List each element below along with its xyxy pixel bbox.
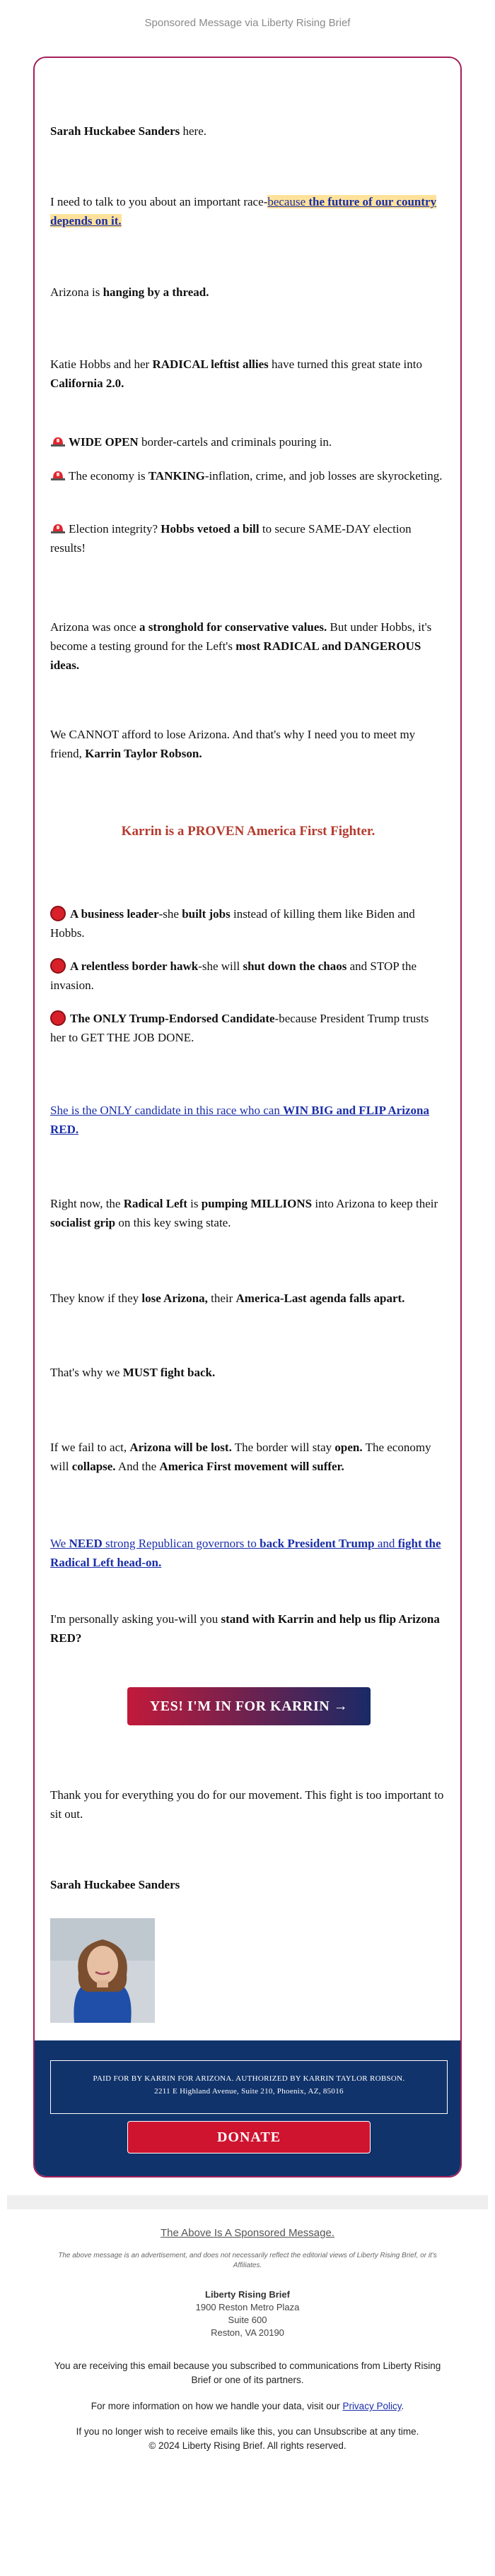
sponsored-header: Sponsored Message via Liberty Rising Brief [144, 17, 351, 29]
paragraph-hobbs: Katie Hobbs and her RADICAL leftist allies have turned this great state into California 2.0. [50, 358, 422, 390]
bullet-trump-endorsed: The ONLY Trump-Endorsed Candidate-because President Trump trusts her to GET THE JOB DONE. [50, 1012, 429, 1044]
link-only-candidate[interactable]: She is the ONLY candidate in this race who can WIN BIG and FLIP Arizona RED. [50, 1104, 429, 1136]
future-link[interactable]: the future of our country depends on it. [50, 195, 437, 228]
advertisement-disclaimer: The above message is an advertisement, and does not necessarily reflect the editorial views of Liberty Rising Brief, or it's Affiliates. [58, 2252, 437, 2269]
paragraph-meet-karrin: We CANNOT afford to lose Arizona. And that's why I need you to meet my friend, Karrin Taylor Robson. [50, 728, 416, 760]
siren-icon [50, 436, 66, 447]
bullet-border-hawk: A relentless border hawk-she will shut down the chaos and STOP the invasion. [50, 959, 417, 992]
paragraph-thread: Arizona is hanging by a thread. [50, 285, 209, 299]
subscription-notice: You are receiving this email because you subscribed to communications from Liberty Rising Brief or one of its partners. [54, 2361, 441, 2385]
paid-for-disclaimer: PAID FOR BY KARRIN FOR ARIZONA. AUTHORIZED BY KARRIN TAYLOR ROBSON. 2211 E Highland Avenue, Suite 210, Phoenix, AZ, 85016 [50, 2060, 448, 2114]
link-republican-governors[interactable]: We NEED strong Republican governors to back President Trump and fight the Radical Left head-on. [50, 1537, 441, 1569]
sponsored-message-link[interactable]: The Above Is A Sponsored Message. [161, 2227, 334, 2239]
red-circle-icon [50, 1010, 66, 1026]
subhead-fighter: Karrin is a PROVEN America First Fighter. [121, 824, 375, 839]
paragraph-stronghold: Arizona was once a stronghold for conservative values. But under Hobbs, it's become a testing ground for the Left's most RADICAL and DANGEROUS ideas. [50, 620, 432, 672]
because-link[interactable]: because [267, 195, 306, 208]
donate-button[interactable]: DONATE [127, 2121, 371, 2153]
paragraph-lose-arizona: They know if they lose Arizona, their America-Last agenda falls apart. [50, 1292, 405, 1305]
paragraph-intro: I need to talk to you about an important race-because the future of our country depends on it. [50, 195, 437, 228]
siren-icon [50, 523, 66, 533]
paragraph-fail-to-act: If we fail to act, Arizona will be lost. The border will stay open. The economy will collapse. And the America First movement will suffer. [50, 1441, 431, 1473]
address-line-2: Suite 600 [228, 2315, 267, 2325]
org-name: Liberty Rising Brief [205, 2289, 290, 2300]
greeting: Sarah Huckabee Sanders here. [50, 124, 207, 138]
privacy-policy-link[interactable]: Privacy Policy [342, 2401, 402, 2411]
copyright: © 2024 Liberty Rising Brief. All rights reserved. [148, 2440, 346, 2451]
address-line-1: 1900 Reston Metro Plaza [195, 2302, 300, 2312]
paragraph-radical-left: Right now, the Radical Left is pumping MILLIONS into Arizona to keep their socialist grip on this key swing state. [50, 1197, 438, 1229]
portrait-image [50, 1918, 155, 2023]
address-line-3: Reston, VA 20190 [211, 2327, 284, 2338]
sanders-photo [50, 1918, 155, 2023]
letter-card [33, 57, 462, 2178]
privacy-notice: For more information on how we handle your data, visit our Privacy Policy. [91, 2401, 404, 2411]
signature: Sarah Huckabee Sanders [50, 1878, 180, 1891]
red-circle-icon [50, 958, 66, 974]
bullet-election: Election integrity? Hobbs vetoed a bill to secure SAME-DAY election results! [50, 522, 412, 555]
im-in-for-karrin-button[interactable]: YES! I'M IN FOR KARRIN → [127, 1687, 371, 1725]
bullet-border: WIDE OPEN border-cartels and criminals pouring in. [50, 432, 446, 451]
siren-icon [50, 470, 66, 480]
paid-for-footer [35, 2040, 462, 2178]
bullet-economy: The economy is TANKING-inflation, crime, and job losses are skyrocketing. [50, 466, 446, 485]
red-circle-icon [50, 906, 66, 921]
paragraph-ask: I'm personally asking you-will you stand with Karrin and help us flip Arizona RED? [50, 1612, 440, 1645]
bullet-business-leader: A business leader-she built jobs instead of killing them like Biden and Hobbs. [50, 907, 415, 940]
paragraph-fight-back: That's why we MUST fight back. [50, 1366, 216, 1379]
unsubscribe-notice[interactable]: If you no longer wish to receive emails like this, you can Unsubscribe at any time. [76, 2426, 419, 2437]
paragraph-thank-you: Thank you for everything you do for our movement. This fight is too important to sit out. [50, 1788, 444, 1821]
divider-strip [7, 2195, 488, 2209]
